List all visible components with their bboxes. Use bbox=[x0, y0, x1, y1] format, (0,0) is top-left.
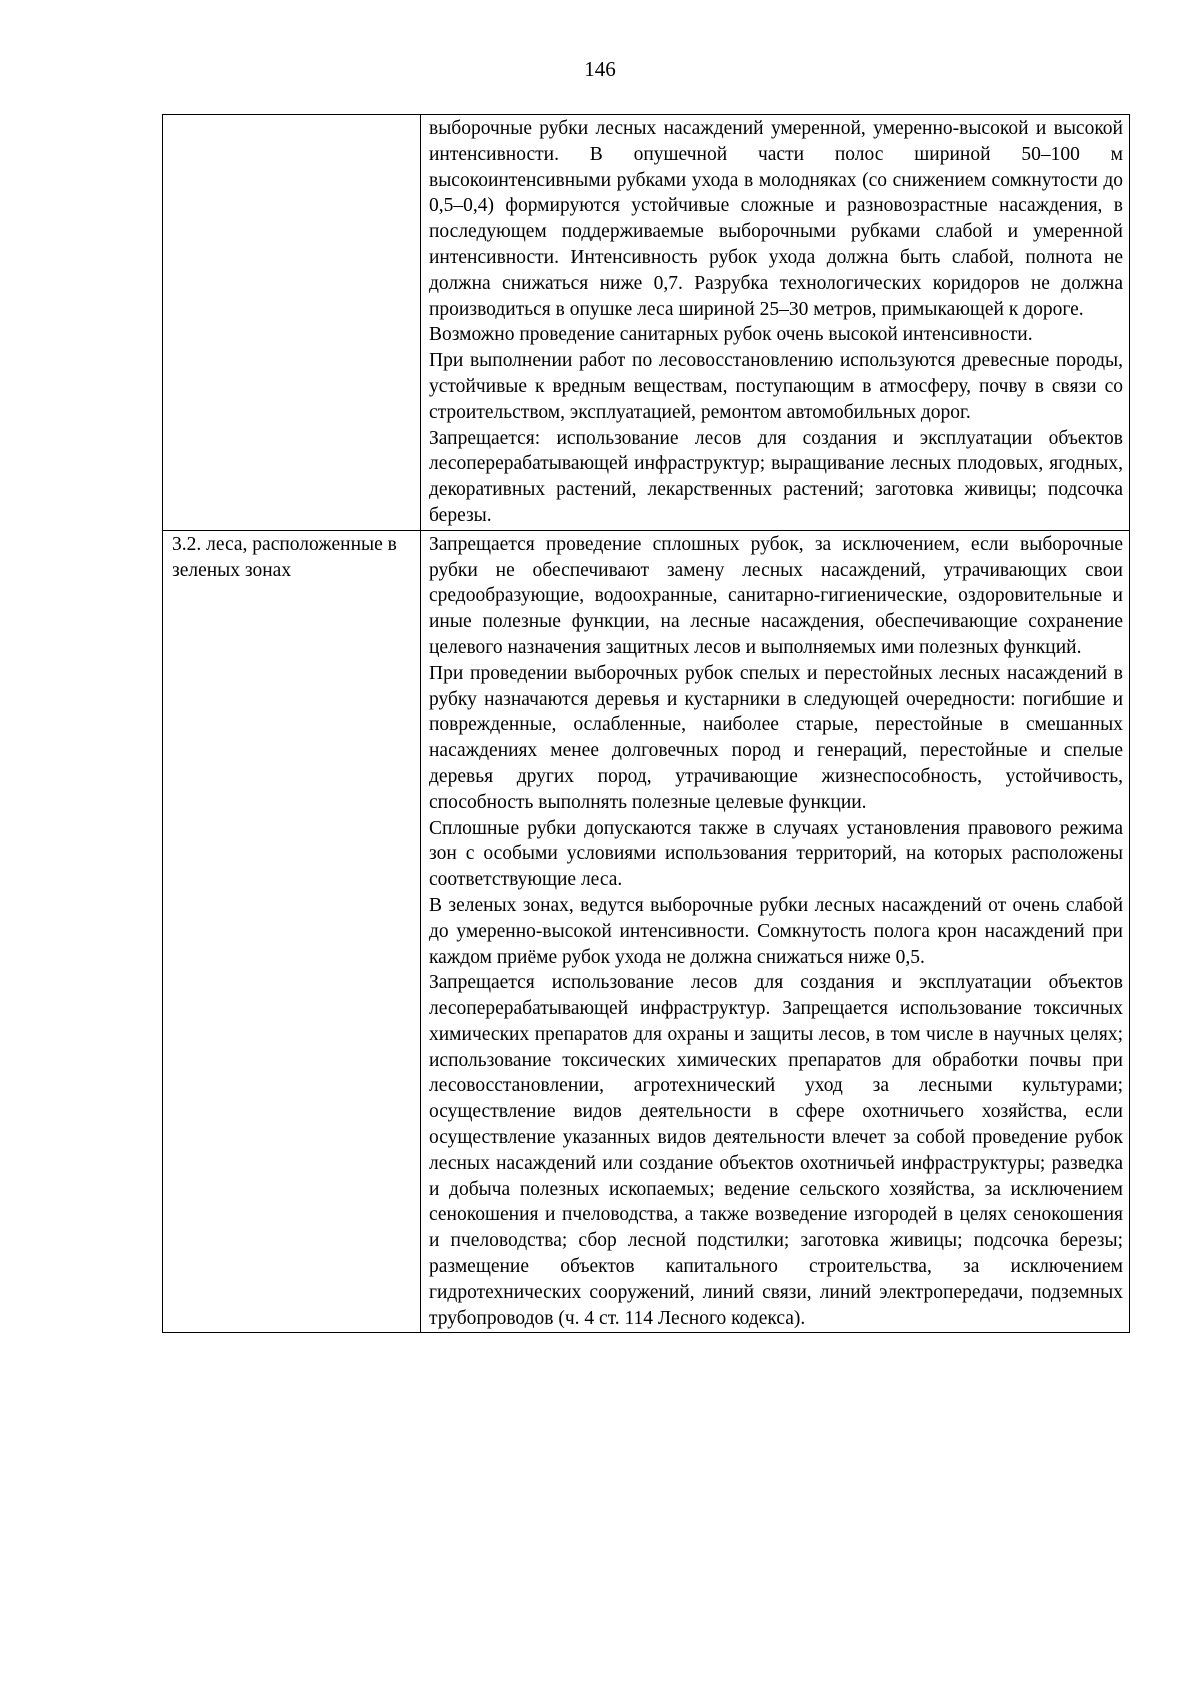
paragraph: Запрещается использование лесов для создания и эксплуатации объектов лесоперерабатывающей инфраструктур. Запрещается использование токсичных химических препаратов для охраны и защиты лесов, в том числе в научных целях; использование токсических химических препаратов для обработки почвы при лесовосстановлении, агротехнический уход за лесными культурами; осуществление видов деятельности в сфере охотничьего хозяйства, если осуществление указанных видов деятельности влечет за собой проведение рубок лесных насаждений или создание объектов охотничьей инфраструктуры; разведка и добыча полезных ископаемых; ведение сельского хозяйства, за исключением сенокошения и пчеловодства, а также возведение изгородей в целях сенокошения и пчеловодства; сбор лесной подстилки; заготовка живицы; подсочка березы; размещение объектов капитального строительства, за исключением гидротехнических сооружений, линий связи, линий электропередачи, подземных трубопроводов (ч. 4 ст. 114 Лесного кодекса). bbox=[429, 972, 1123, 1329]
paragraph: В зеленых зонах, ведутся выборочные рубки лесных насаждений от очень слабой до умеренно-высокой интенсивности. Сомкнутость полога крон насаждений при каждом приёме рубок ухода не должна снижаться ниже 0,5. bbox=[429, 894, 1123, 968]
paragraph: Сплошные рубки допускаются также в случаях установления правового режима зон с особыми условиями использования территорий, на которых расположены соответствующие леса. bbox=[429, 817, 1123, 891]
paragraph: Возможно проведение санитарных рубок очень высокой интенсивности. bbox=[429, 324, 1033, 346]
paragraph: выборочные рубки лесных насаждений умеренной, умеренно-высокой и высокой интенсивности. В опушечной части полос шириной 50–100 м высокоинтенсивными рубками ухода в молодняках (со снижением сомкнутости до 0,5–0,4) формируются устойчивые сложные и разновозрастные насаждения, в последующем поддерживаемые выборочными рубками слабой и умеренной интенсивности. Интенсивность рубок ухода должна быть слабой, полнота не должна снижаться ниже 0,7. Разрубка технологических коридоров не должна производиться в опушке леса шириной 25–30 метров, примыкающей к дороге. bbox=[429, 118, 1123, 320]
table-row bbox=[163, 115, 1130, 531]
regulation-table bbox=[162, 114, 1130, 1333]
paragraph: При проведении выборочных рубок спелых и перестойных лесных насаждений в рубку назначаются деревья и кустарники в следующей очередности: погибшие и поврежденные, ослабленные, наиболее старые, перестойные в смешанных насаждениях менее долговечных пород и генераций, перестойные и спелые деревья других пород, утрачивающие жизнеспособность, устойчивость, способность выполнять полезные целевые функции. bbox=[429, 662, 1123, 813]
regulation-cell bbox=[421, 115, 1130, 531]
paragraph: Запрещается: использование лесов для создания и эксплуатации объектов лесоперерабатывающей инфраструктур; выращивание лесных плодовых, ягодных, декоративных растений, лекарственных растений; заготовка живицы; подсочка березы. bbox=[429, 427, 1123, 526]
page-number: 146 bbox=[584, 57, 616, 81]
paragraph: При выполнении работ по лесовосстановлению используются древесные породы, устойчивые к вредным веществам, поступающим в атмосферу, почву в связи со строительством, эксплуатацией, ремонтом автомобильных дорог. bbox=[429, 350, 1123, 423]
category-cell bbox=[163, 115, 421, 531]
category-cell: 3.2. леса, расположенные в зеленых зонах bbox=[163, 530, 421, 1333]
regulation-cell bbox=[421, 530, 1130, 1333]
table-row bbox=[163, 530, 1130, 1333]
paragraph: Запрещается проведение сплошных рубок, за исключением, если выборочные рубки не обеспечивают замену лесных насаждений, утрачивающих свои средообразующие, водоохранные, санитарно-гигиенические, оздоровительные и иные полезные функции, на лесные насаждения, обеспечивающие сохранение целевого назначения защитных лесов и выполняемых ими полезных функций. bbox=[429, 533, 1123, 658]
